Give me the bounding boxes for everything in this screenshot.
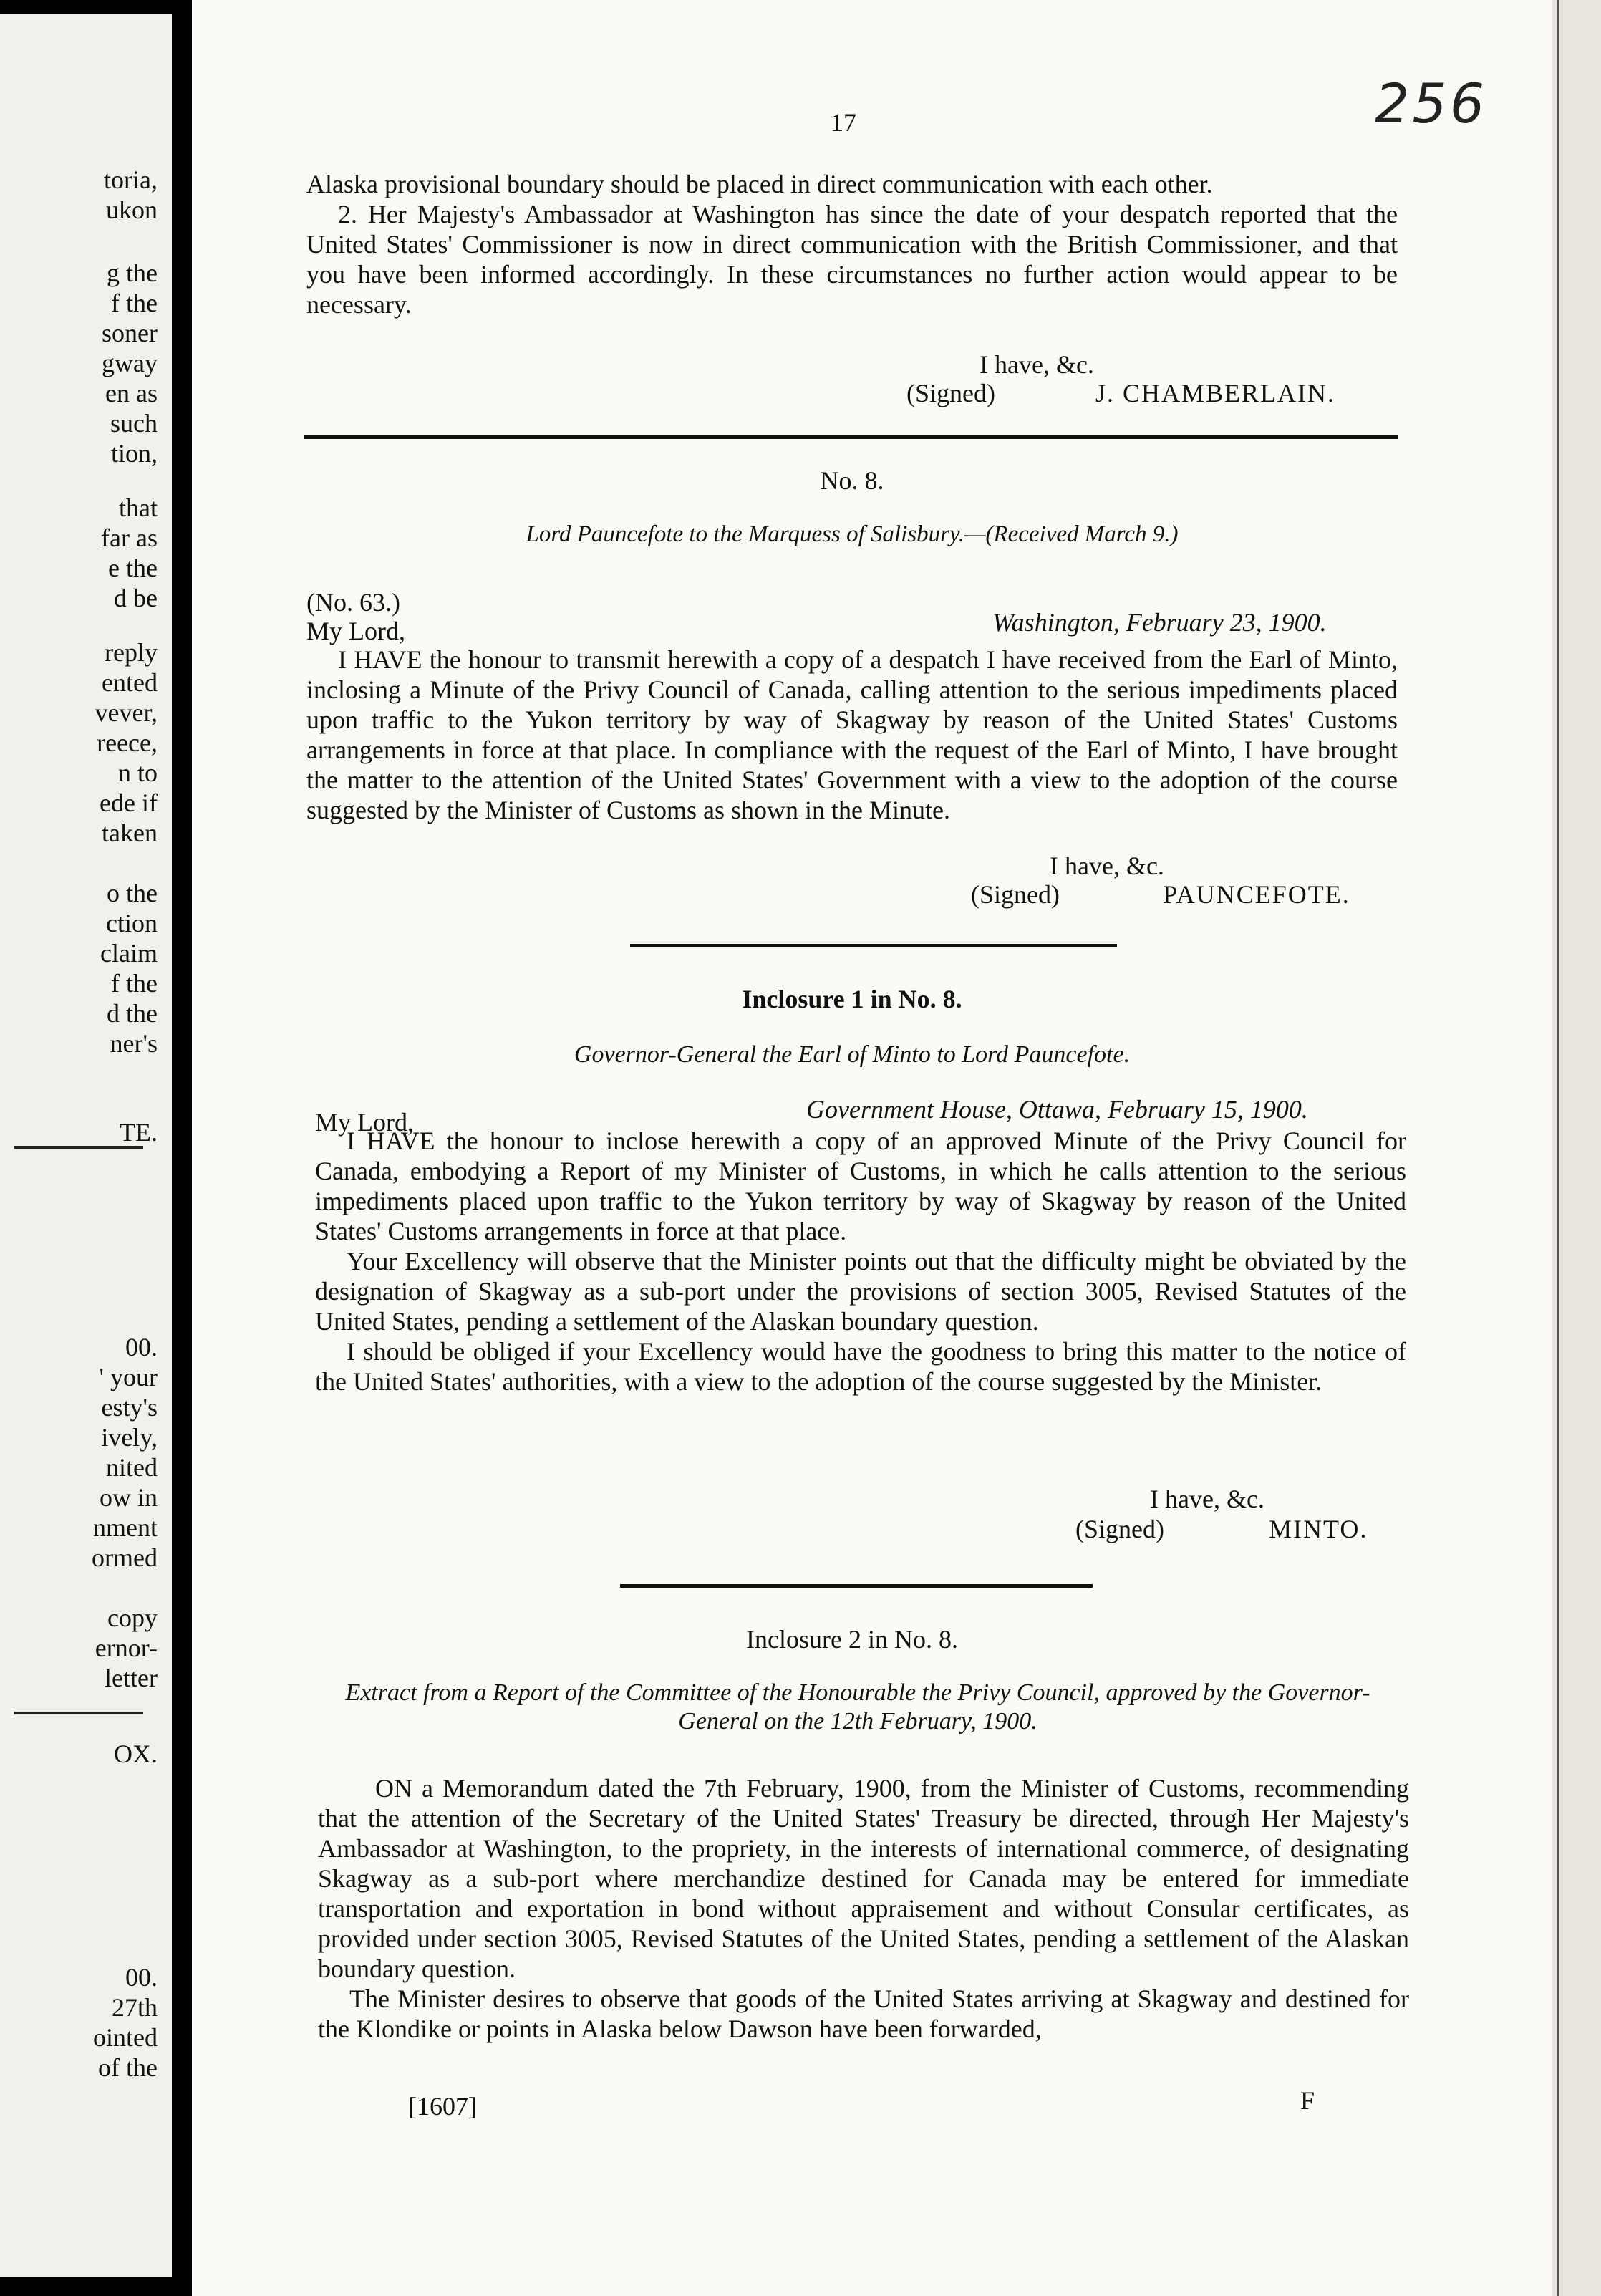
- left-page-fragment: vever,: [95, 698, 158, 727]
- left-page-fragment: ction: [106, 909, 158, 937]
- signed-label-minto: (Signed): [1075, 1515, 1164, 1543]
- left-page-fragment: toria,: [104, 165, 158, 194]
- continuation-text: [306, 169, 1398, 319]
- signatory-minto: MINTO.: [1269, 1515, 1368, 1543]
- letter-heading-pauncefote: Lord Pauncefote to the Marquess of Salisbury.—(Received March 9.): [526, 521, 1179, 547]
- left-page-fragment: ' your: [99, 1363, 158, 1391]
- extract-heading: Extract from a Report of the Committee of the Honourable the Privy Council, approved by the Governor-General on the 12th February, 1900.: [345, 1679, 1370, 1735]
- left-page-fragment: ively,: [101, 1423, 158, 1452]
- closing-minto: I have, &c.: [1150, 1485, 1264, 1513]
- closing-pauncefote: I have, &c.: [1050, 852, 1164, 880]
- signatory-pauncefote: PAUNCEFOTE.: [1163, 880, 1350, 909]
- left-page-fragment: that: [119, 493, 158, 522]
- left-page-fragment: ernor-: [95, 1634, 158, 1662]
- left-page-fragment: ow in: [100, 1483, 158, 1512]
- salutation-pauncefote: My Lord,: [306, 617, 405, 645]
- left-page-fragment: f the: [111, 289, 158, 317]
- despatch-reference: (No. 63.): [306, 588, 400, 617]
- left-page-fragment: TE.: [120, 1118, 158, 1147]
- left-facing-page: [0, 14, 172, 2277]
- left-page-fragment: reply: [105, 638, 158, 667]
- left-page-fragment: ner's: [110, 1029, 158, 1058]
- inclosure-1-heading: Inclosure 1 in No. 8.: [742, 985, 962, 1013]
- section-divider: [304, 435, 1398, 439]
- left-page-fragment: 27th: [111, 1993, 158, 2022]
- left-page-fragment: claim: [100, 939, 158, 968]
- print-number: [1607]: [408, 2092, 477, 2121]
- left-page-fragment: d be: [114, 584, 158, 612]
- left-page-fragment: nited: [106, 1453, 158, 1482]
- right-page-edge: [1552, 0, 1601, 2296]
- left-page-fragment: g the: [107, 259, 158, 287]
- short-divider-2: [620, 1584, 1093, 1588]
- left-page-fragment: such: [110, 409, 158, 438]
- minto-paragraph-2: Your Excellency will observe that the Minister points out that the difficulty might be obviated by the designation of Skagway as a sub-port under the provisions of section 3005, Revised Statutes of the United States, pending a settlement of the Alaskan boundary question.: [315, 1247, 1406, 1336]
- left-page-fragment: 00.: [125, 1963, 158, 1992]
- left-page-fragment: tion,: [110, 439, 158, 468]
- left-page-fragment: en as: [105, 379, 158, 407]
- left-page-fragment: of the: [98, 2053, 158, 2082]
- short-divider-1: [630, 944, 1117, 947]
- left-page-fragment: n to: [117, 758, 158, 787]
- inclosure-2-heading: Inclosure 2 in No. 8.: [746, 1625, 958, 1654]
- binding-edge-line: [1557, 0, 1559, 2296]
- signatory-chamberlain: J. CHAMBERLAIN.: [1095, 379, 1336, 407]
- left-page-fragment: taken: [102, 819, 158, 847]
- left-page-fragment: ormed: [92, 1543, 158, 1572]
- left-page-fragment: ede if: [100, 788, 158, 817]
- left-page-fragment: letter: [105, 1664, 158, 1692]
- left-page-fragment: far as: [101, 524, 158, 552]
- continuation-paragraph-2: 2. Her Majesty's Ambassador at Washington has since the date of your despatch reported that the United States' Commissioner is now in direct communication with the British Commissioner, and that you have been informed accordingly. In these circumstances no further action would appear to be necessary.: [306, 200, 1398, 319]
- left-page-fragment: f the: [111, 969, 158, 998]
- minto-paragraph-3: I should be obliged if your Excellency would have the goodness to bring this matter to the notice of the United States' authorities, with a view to the adoption of the course suggested by the Minister.: [315, 1337, 1406, 1396]
- continuation-paragraph-1: Alaska provisional boundary should be placed in direct communication with each other.: [306, 170, 1213, 198]
- section-heading-no8: No. 8.: [820, 466, 884, 495]
- left-page-fragment: o the: [107, 879, 158, 907]
- signed-label-pauncefote: (Signed): [971, 880, 1060, 909]
- left-page-fragment: reece,: [97, 728, 158, 757]
- left-page-fragment: ukon: [106, 196, 158, 224]
- letter-body-minto: [315, 1126, 1406, 1397]
- left-page-divider: [14, 1146, 143, 1149]
- left-page-fragment: esty's: [101, 1393, 158, 1422]
- signed-label-chamberlain: (Signed): [906, 379, 995, 407]
- left-page-fragment: OX.: [114, 1740, 158, 1768]
- dateline-ottawa: Government House, Ottawa, February 15, 1900.: [806, 1095, 1308, 1124]
- left-page-fragment: e the: [108, 554, 158, 582]
- left-page-fragment: 00.: [125, 1333, 158, 1361]
- signature-mark: F: [1300, 2086, 1315, 2115]
- left-page-fragment: ointed: [93, 2023, 158, 2052]
- extract-body: [318, 1773, 1409, 2044]
- dateline-washington: Washington, February 23, 1900.: [992, 608, 1327, 637]
- page-number: 17: [831, 108, 856, 137]
- left-page-fragment: nment: [93, 1513, 158, 1542]
- left-page-fragment: copy: [107, 1603, 158, 1632]
- letter-heading-minto: Governor-General the Earl of Minto to Lord Pauncefote.: [574, 1041, 1131, 1068]
- closing-chamberlain: I have, &c.: [980, 350, 1094, 379]
- left-page-fragment: gway: [102, 349, 158, 377]
- left-page-fragment: d the: [107, 999, 158, 1028]
- left-page-divider: [14, 1712, 143, 1714]
- letter-body-pauncefote: I HAVE the honour to transmit herewith a copy of a despatch I have received from the Earl of Minto, inclosing a Minute of the Privy Council of Canada, calling attention to the serious impediments placed upon traffic to the Yukon territory by way of Skagway by reason of the United States' Customs arrangements in force at that place. In compliance with the request of the Earl of Minto, I have brought the matter to the attention of the United States' Government with a view to the adoption of the course suggested by the Minister of Customs as shown in the Minute.: [306, 645, 1398, 824]
- left-page-fragment: ented: [102, 668, 158, 697]
- extract-paragraph-2: The Minister desires to observe that goods of the United States arriving at Skagway and destined for the Klondike or points in Alaska below Dawson have been forwarded,: [318, 1984, 1409, 2043]
- handwritten-folio-number: 256: [1375, 72, 1488, 135]
- extract-paragraph-1: ON a Memorandum dated the 7th February, 1900, from the Minister of Customs, recommending that the attention of the Secretary of the United States' Treasury be directed, through Her Majesty's Ambassador at Washington, to the propriety, in the interests of international commerce, of designating Skagway as a sub-port where merchandize destined for Canada may be entered for immediate transportation and exportation in bond without appraisement and without Consular certificates, as provided under section 3005, Revised Statutes of the United States, pending a settlement of the Alaskan boundary question.: [318, 1774, 1409, 1983]
- salutation-minto: My Lord,: [315, 1108, 414, 1137]
- left-page-fragment: soner: [102, 319, 158, 347]
- minto-paragraph-1: I HAVE the honour to inclose herewith a copy of an approved Minute of the Privy Council for Canada, embodying a Report of my Minister of Customs, in which he calls attention to the serious impediments placed upon traffic to the Yukon territory by way of Skagway by reason of the United States' Customs arrangements in force at that place.: [315, 1127, 1406, 1245]
